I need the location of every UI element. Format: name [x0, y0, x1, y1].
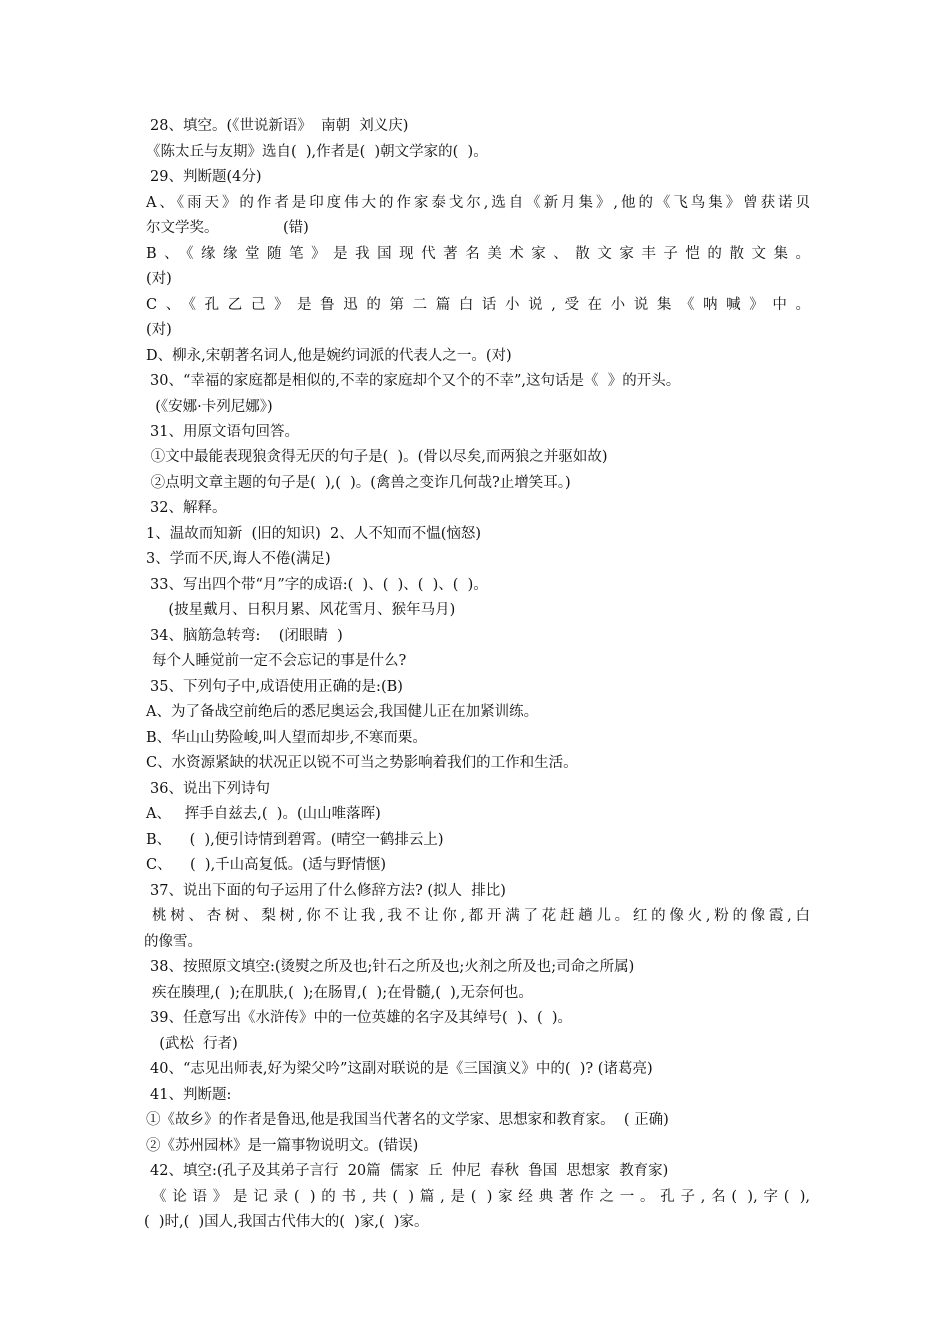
text-line: D、柳永,宋朝著名词人,他是婉约词派的代表人之一。(对) [146, 348, 512, 364]
text-line: ②点明文章主题的句子是( ),( )。(禽兽之变诈几何哉?止增笑耳。) [146, 475, 571, 491]
text-line: B、华山山势险峻,叫人望而却步,不寒而栗。 [146, 730, 427, 746]
text-line: ( )时,( )国人,我国古代伟大的( )家,( )家。 [144, 1214, 429, 1230]
text-line: 尔文学奖。 (错) [146, 220, 309, 236]
text-line: ②《苏州园林》是一篇事物说明文。(错误) [146, 1138, 419, 1154]
text-line: 41、判断题: [150, 1087, 232, 1103]
text-line: (《安娜·卡列尼娜》) [146, 399, 273, 415]
text-line: 33、写出四个带“月”字的成语:( )、( )、( )、( )。 [150, 577, 488, 593]
text-line: 40、“志见出师表,好为梁父吟”这副对联说的是《三国演义》中的( )? (诸葛亮) [150, 1061, 653, 1077]
text-line: 29、判断题(4分) [150, 169, 262, 185]
text-line: 34、脑筋急转弯: (闭眼睛 ) [150, 628, 343, 644]
text-line: 38、按照原文填空:(烫熨之所及也;针石之所及也;火剂之所及也;司命之所属) [150, 959, 635, 975]
text-line: 42、填空:(孔子及其弟子言行 20篇 儒家 丘 仲尼 春秋 鲁国 思想家 教育家) [150, 1163, 669, 1179]
text-line: A、为了备战空前绝后的悉尼奥运会,我国健儿正在加紧训练。 [146, 704, 539, 720]
text-line: 每个人睡觉前一定不会忘记的事是什么? [152, 653, 407, 669]
text-line: 36、说出下列诗句 [150, 781, 270, 797]
text-line: 的像雪。 [144, 934, 202, 950]
text-line: ①《故乡》的作者是鲁迅,他是我国当代著名的文学家、思想家和教育家。 ( 正确) [146, 1112, 669, 1128]
text-line: 39、任意写出《水浒传》中的一位英雄的名字及其绰号( )、( )。 [150, 1010, 573, 1026]
text-line: C、 ( ),千山高复低。(适与野情惬) [146, 857, 386, 873]
text-line: (对) [146, 322, 172, 338]
text-line: (披星戴月、日积月累、风花雪月、猴年马月) [150, 602, 456, 618]
text-line: 28、填空。(《世说新语》 南朝 刘义庆) [150, 118, 409, 134]
text-line: 疾在腠理,( );在肌肤,( );在肠胃,( );在骨髓,( ),无奈何也。 [152, 985, 533, 1001]
text-line: 3、学而不厌,诲人不倦(满足) [146, 551, 331, 567]
text-line: B、《缘缘堂随笔》是我国现代著名美术家、散文家丰子恺的散文集。 [146, 246, 810, 262]
text-line: C、水资源紧缺的状况正以锐不可当之势影响着我们的工作和生活。 [146, 755, 578, 771]
text-line: 37、说出下面的句子运用了什么修辞方法? (拟人 排比) [150, 883, 506, 899]
text-line: (武松 行者) [150, 1036, 238, 1052]
text-line: 31、用原文语句回答。 [150, 424, 299, 440]
text-line: 1、温故而知新 (旧的知识) 2、人不知而不愠(恼怒) [146, 526, 482, 542]
text-line: 桃树、杏树、梨树,你不让我,我不让你,都开满了花赶趟儿。红的像火,粉的像霞,白 [152, 908, 810, 924]
text-line: A、《雨天》的作者是印度伟大的作家泰戈尔,选自《新月集》,他的《飞鸟集》曾获诺贝 [146, 195, 810, 211]
text-line: 《论语》是记录( )的书,共( )篇,是( )家经典著作之一。孔子,名( ),字( ), [152, 1189, 810, 1205]
text-line: 30、“幸福的家庭都是相似的,不幸的家庭却个又个的不幸”,这句话是《 》的开头。 [150, 373, 681, 389]
text-line: (对) [146, 271, 172, 287]
text-line: 32、解释。 [150, 500, 227, 516]
text-line: C、《孔乙己》是鲁迅的第二篇白话小说,受在小说集《呐喊》中。 [146, 297, 810, 313]
text-line: 《陈太丘与友期》选自( ),作者是( )朝文学家的( )。 [146, 144, 488, 160]
text-line: ①文中最能表现狼贪得无厌的句子是( )。(骨以尽矣,而两狼之并驱如故) [146, 449, 608, 465]
text-line: B、 ( ),便引诗情到碧霄。(晴空一鹤排云上) [146, 832, 444, 848]
text-line: 35、下列句子中,成语使用正确的是:(B) [150, 679, 403, 695]
text-line: A、 挥手自兹去,( )。(山山唯落晖) [146, 806, 381, 822]
